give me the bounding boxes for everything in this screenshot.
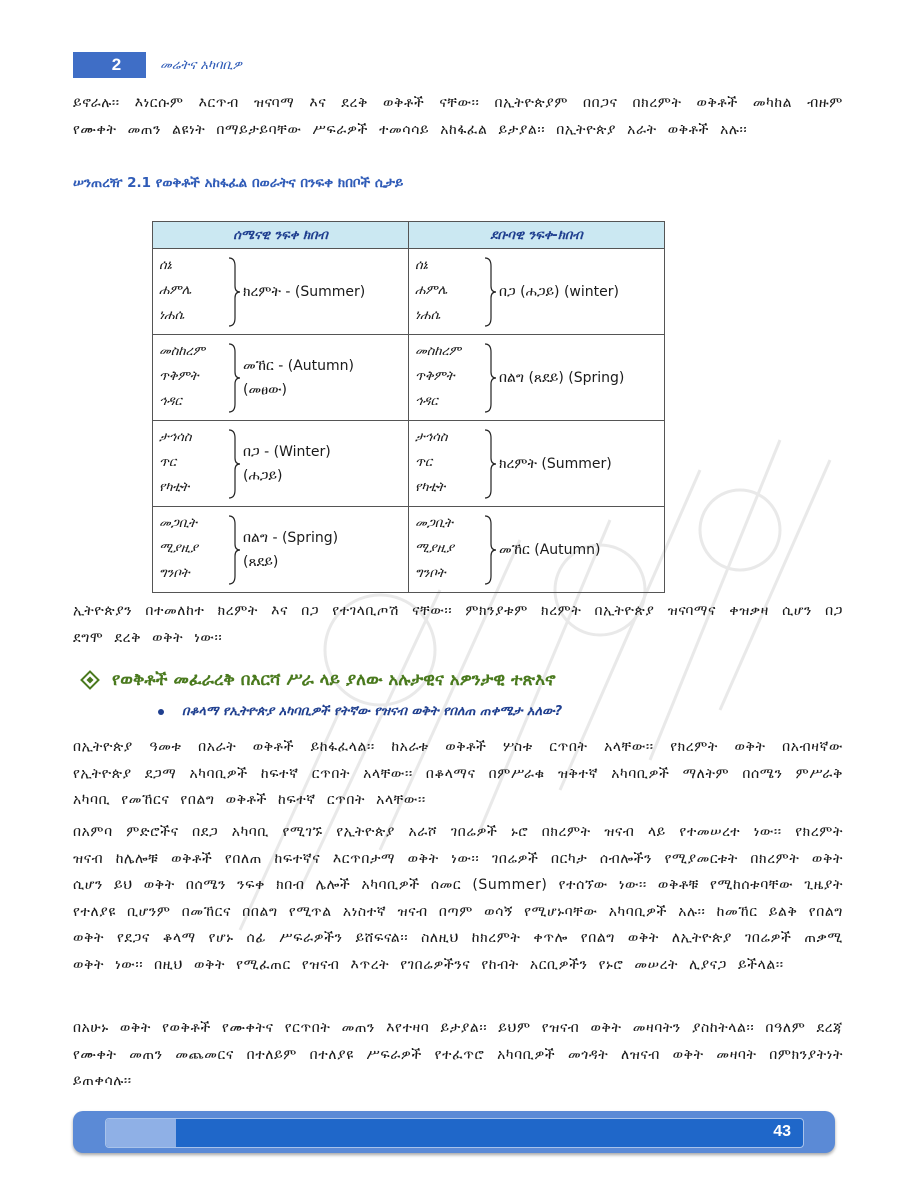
table-row: [153, 421, 665, 507]
month-name: የካቲት: [159, 480, 190, 495]
season-label: [499, 335, 624, 420]
body-paragraph-1: በኢትዮጵያ ዓመቱ በአራት ወቅቶች ይከፋፈላል፡፡ ከአራቱ ወቅቶች ሦስቱ ርጥበት አላቸው፡፡ የክረምት ወቅት በአብዛኛው የኢትዮጵያ ደጋማ አካባቢዎች ከፍተኛ ርጥበት አላቸው፡፡ በቆላማና በምሥራቁ ዝቅተኛ አካባቢዎች ማለትም በሰሜን ምሥራቅ አካባቢ የመኸርና የበልግ ወቅቶች ከፍተኛ ርጥበት አላቸው፡፡: [73, 739, 843, 808]
season-name: በልግ (ጸደይ) (Spring): [499, 369, 625, 386]
season-name: ክረምት (Summer): [499, 455, 612, 472]
season-name: በጋ - (Winter): [243, 443, 331, 460]
section-heading: [80, 670, 556, 690]
month-name: ጥር: [159, 455, 177, 470]
season-label: [243, 507, 338, 592]
season-name: (ጸደይ): [243, 553, 279, 570]
month-name: ነሐሴ: [159, 308, 185, 323]
table-row: [153, 507, 665, 593]
season-cell: [153, 421, 408, 506]
month-name: ሰኔ: [159, 258, 172, 273]
table-row: [153, 249, 665, 335]
season-label: [499, 249, 619, 334]
season-name: (መፀው): [243, 381, 287, 398]
season-label: [243, 249, 365, 334]
table-cell-north: [153, 421, 409, 507]
month-list: [159, 339, 205, 414]
month-list: [159, 253, 191, 328]
table-cell-south: [409, 335, 665, 421]
month-name: ታኅሳስ: [415, 430, 448, 445]
diamond-bullet-icon: [80, 670, 100, 690]
bullet-question-text: በቆላማ የኢትዮጵያ አካባቢዎች የትኛው የዝናብ ወቅት የበለጠ ጠቀሜታ አለው?: [182, 704, 563, 719]
season-label: [499, 507, 601, 592]
page-footer: [73, 1111, 835, 1153]
page-header: [73, 52, 242, 78]
table-row: [153, 335, 665, 421]
month-name: ጥር: [415, 455, 433, 470]
brace-icon: [483, 428, 497, 500]
month-list: [159, 511, 198, 586]
brace-icon: [227, 256, 241, 328]
footer-accent: [106, 1119, 176, 1147]
footer-bar: [105, 1118, 804, 1148]
month-name: ጥቅምት: [415, 369, 455, 384]
season-label: [243, 335, 354, 420]
season-cell: [153, 507, 408, 592]
page-number: 43: [773, 1123, 791, 1140]
table-caption: ሠንጠረዥ 2.1 የወቅቶች አከፋፈል በወራትና በንፍቀ ክበቦች ሲታይ: [73, 175, 404, 191]
seasons-table: [152, 221, 665, 593]
brace-icon: [227, 342, 241, 414]
section-heading-text: የወቅቶች መፈራረቅ በእርሻ ሥራ ላይ ያለው አሉታዊና አዎንታዊ ተጽእኖ: [112, 670, 556, 690]
season-cell: [409, 507, 664, 592]
season-name: በልግ - (Spring): [243, 529, 339, 546]
season-name: መኸር (Autumn): [499, 541, 601, 558]
month-name: መጋቢት: [159, 516, 197, 531]
table-header-south: ደቡባዊ ንፍቀ-ክበብ: [409, 222, 665, 249]
month-name: መጋቢት: [415, 516, 453, 531]
month-name: ሐምሌ: [415, 283, 448, 298]
month-name: መስከረም: [415, 344, 461, 359]
month-name: ኅዳር: [415, 394, 438, 409]
intro-paragraph: ይኖራሉ፡፡ እነርሱም እርጥብ ዝናባማ እና ደረቅ ወቅቶች ናቸው፡፡ በኢትዮጵያም በበጋና በክረምት ወቅቶች መካከል ብዙም የሙቀት መጠን ልዩነት በማይታይባቸው ሥፍራዎች ተመሳሳይ አከፋፈል ይታያል፡፡ በኢትዮጵያ አራት ወቅቶች አሉ፡፡: [73, 95, 843, 138]
month-name: ታኅሳስ: [159, 430, 192, 445]
month-list: [415, 339, 461, 414]
month-name: ሚያዚያ: [159, 541, 199, 556]
season-cell: [409, 335, 664, 420]
month-name: ጥቅምት: [159, 369, 199, 384]
brace-icon: [227, 514, 241, 586]
season-cell: [409, 249, 664, 334]
body-paragraph-3: በአሁኑ ወቅት የወቅቶች የሙቀትና የርጥበት መጠን እየተዛባ ይታያል፡፡ ይህም የዝናብ ወቅት መዛባትን ያስከትላል፡፡ በዓለም ደረጃ የሙቀት መጠን መጨመርና በተለይም በተለያዩ ሥፍራዎች የተፈጥሮ አካባቢዎች መጎዳት ለዝናብ ወቅት መዛባት በምክንያትነት ይጠቀሳሉ፡፡: [73, 1020, 843, 1089]
body-paragraph-2: በአምባ ምድሮችና በደጋ አካባቢ የሚገኙ የኢትዮጵያ አራሾ ገበሬዎች ኑሮ በክረምት ዝናብ ላይ የተመሠረተ ነው፡፡ የክረምት ዝናብ ከሌሎቹ ወቅቶች የበለጠ ከፍተኛና እርጥበታማ ወቅት ነው፡፡ ገበሬዎች በርካታ ሰብሎችን የሚያመርቱት በክረምት ወቅት ሲሆን ይህ ወቅት በሰሜን ንፍቀ ክበብ ሌሎች አካባቢዎች ሰመር (Summer) የተሰኘው ነው፡፡ ወቅቶቹ የሚከሰቱባቸው ጊዜያት የተለያዩ ቢሆንም በመኸርና በበልግ የሚጥል አነስተኛ ዝናብ በጣም ወሳኝ የሚሆኑባቸው አካባቢዎች አሉ፡፡ ከመኸር ይልቅ የበልግ ወቅት የደጋና ቆላማ የሆኑ ሰፊ ሥፍራዎችን ይሸፍናል፡፡ ስለዚህ ከክረምት ቀጥሎ የበልግ ወቅት ለኢትዮጵያ ገበሬዎች ጠቃሚ ወቅት ነው፡፡ በዚህ ወቅት የሚፈጠር የዝናብ እጥረት የገበሬዎችንና የከብት አርቢዎችን የኑሮ መሠረት ሊያናጋ ይችላል፡፡: [73, 824, 843, 973]
month-list: [415, 511, 454, 586]
bullet-question: [158, 704, 562, 719]
month-list: [159, 425, 191, 500]
month-name: ግንቦት: [415, 566, 446, 581]
table-header-north: ሰሜናዊ ንፍቀ ክበብ: [153, 222, 409, 249]
after-table-paragraph: ኢትዮጵያን በተመለከተ ክረምት እና በጋ የተገላቢጦሽ ናቸው፡፡ ምክንያቱም ክረምት በኢትዮጵያ ዝናባማና ቀዝቃዛ ሲሆን በጋ ደግሞ ደረቅ ወቅት ነው፡፡: [73, 603, 843, 646]
month-name: ሚያዚያ: [415, 541, 455, 556]
table-cell-north: [153, 249, 409, 335]
month-name: የካቲት: [415, 480, 446, 495]
season-label: [499, 421, 612, 506]
bullet-dot-icon: [158, 709, 164, 715]
brace-icon: [227, 428, 241, 500]
table-cell-north: [153, 507, 409, 593]
season-cell: [409, 421, 664, 506]
table-cell-south: [409, 249, 665, 335]
table-cell-south: [409, 421, 665, 507]
book-title: መሬትና አካባቢዎ: [160, 57, 242, 73]
month-name: ሐምሌ: [159, 283, 192, 298]
month-name: ግንቦት: [159, 566, 190, 581]
month-list: [415, 425, 447, 500]
chapter-badge: 2: [73, 52, 146, 78]
brace-icon: [483, 342, 497, 414]
season-cell: [153, 335, 408, 420]
season-name: መኸር - (Autumn): [243, 357, 354, 374]
brace-icon: [483, 256, 497, 328]
brace-icon: [483, 514, 497, 586]
season-cell: [153, 249, 408, 334]
table-cell-north: [153, 335, 409, 421]
month-name: ሰኔ: [415, 258, 428, 273]
month-list: [415, 253, 447, 328]
month-name: ኅዳር: [159, 394, 182, 409]
month-name: ነሐሴ: [415, 308, 441, 323]
month-name: መስከረም: [159, 344, 205, 359]
season-label: [243, 421, 331, 506]
season-name: (ሐጋይ): [243, 467, 283, 484]
season-name: ክረምት - (Summer): [243, 283, 366, 300]
table-cell-south: [409, 507, 665, 593]
season-name: በጋ (ሐጋይ) (winter): [499, 283, 619, 300]
